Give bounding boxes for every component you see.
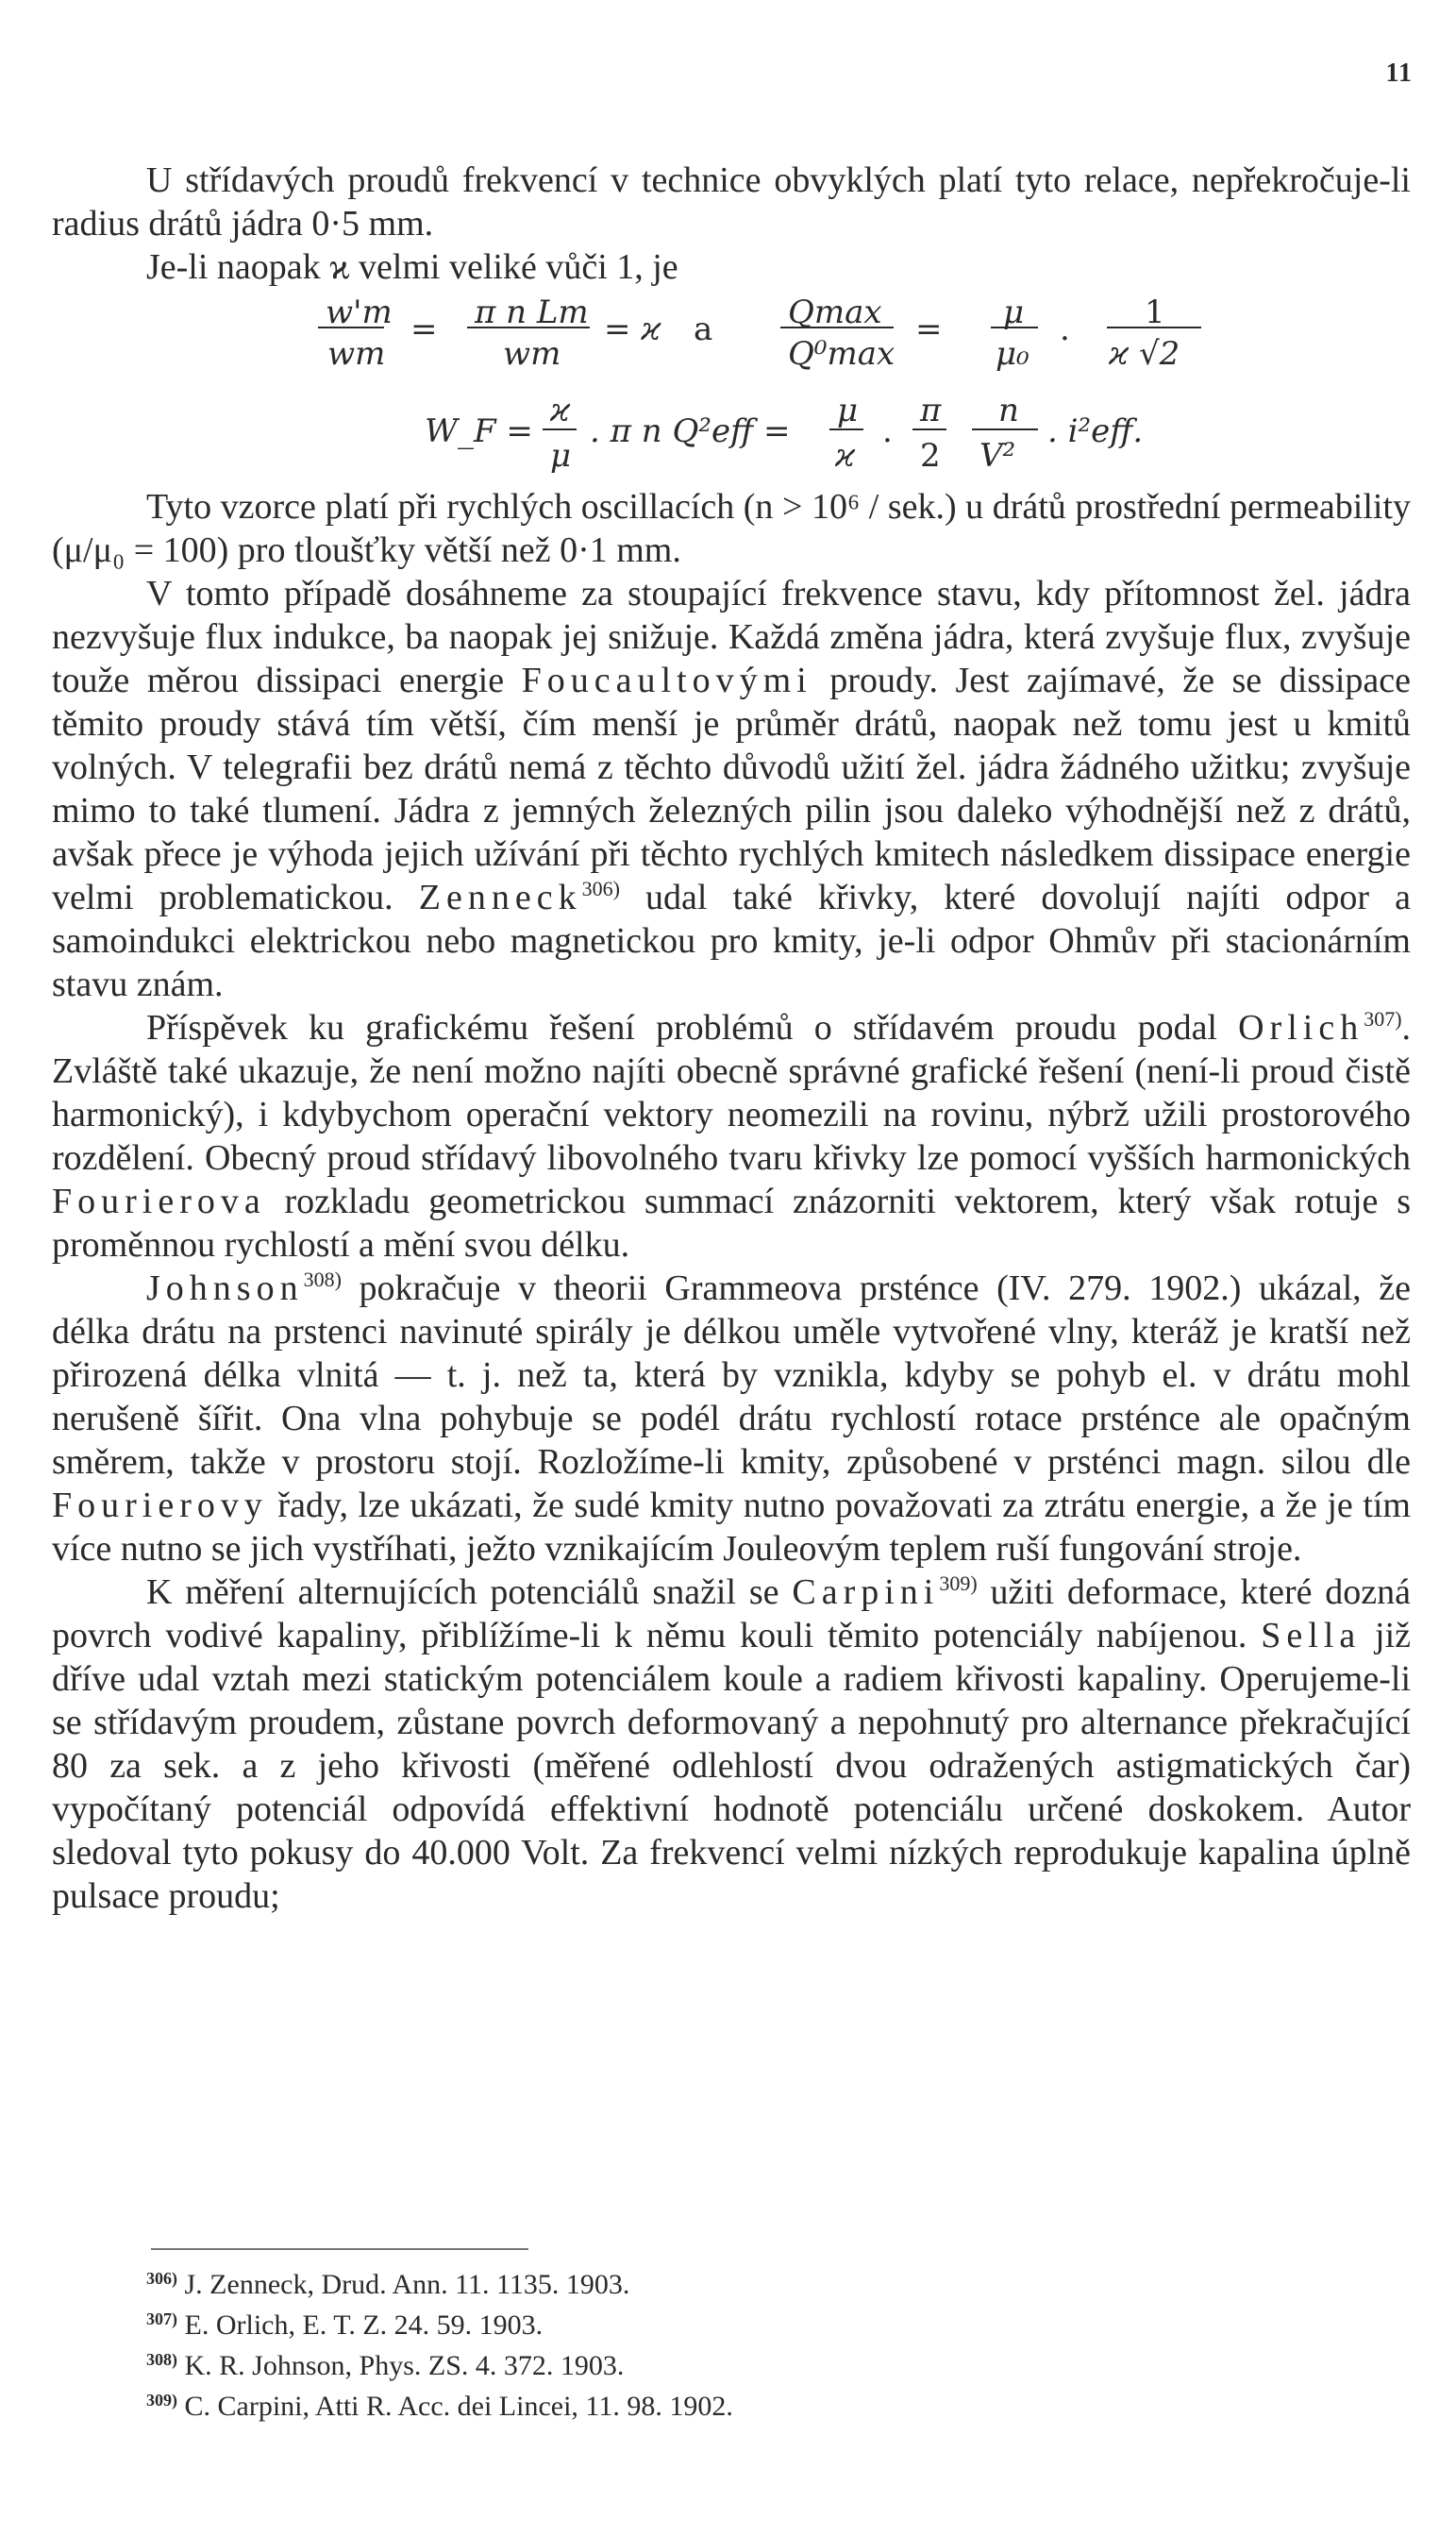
formula-power bbox=[52, 387, 1411, 485]
formula1-mid-den: wm bbox=[503, 335, 561, 373]
fraction-line bbox=[1107, 327, 1201, 328]
fraction-line bbox=[991, 327, 1038, 328]
formula2-kappa-num: ϰ bbox=[550, 392, 571, 429]
footnote-text: J. Zenneck, Drud. Ann. 11. 1135. 1903. bbox=[184, 2269, 630, 2300]
ref-309: 309) bbox=[939, 1571, 978, 1595]
fraction-line bbox=[543, 428, 577, 430]
formula2-kappa-den: ϰ bbox=[835, 437, 856, 475]
fraction-line bbox=[318, 327, 384, 328]
formula2-tail: . i²eff. bbox=[1047, 412, 1144, 450]
fraction-line bbox=[829, 428, 863, 430]
formula1-one: 1 bbox=[1145, 294, 1165, 331]
footnote-306 bbox=[146, 2261, 1279, 2302]
text-run: rozkladu geometrickou summací znázorniti vektorem, který však rotuje s proměnnou rychlostí a mění svou délku. bbox=[52, 1182, 1411, 1265]
equals-sign: = bbox=[410, 311, 438, 348]
footnote-text: E. Orlich, E. T. Z. 24. 59. 1903. bbox=[184, 2309, 544, 2341]
formula1-q-den: Q⁰max bbox=[788, 335, 895, 373]
formula1-mu-den: μ₀ bbox=[996, 335, 1029, 373]
text-run: Příspěvek ku grafickému řešení problémů o střídavém proudu podal bbox=[146, 1008, 1217, 1048]
text-run: řady, lze ukázati, že sudé kmity nutno považovati za ztrátu energie, a že je tím více nutno se jich vystříhati, ježto vznikajícím Jouleovým teplem ruší fungování stroje. bbox=[52, 1486, 1411, 1569]
paragraph-oscillations: Tyto vzorce platí při rychlých oscillacích (n > 10⁶ / sek.) u drátů prostřední permeability (μ/μ₀ = 100) pro tloušťky větší než 0·1 mm. bbox=[52, 487, 1411, 570]
dot-operator: . bbox=[1060, 311, 1070, 348]
fraction-line bbox=[467, 327, 590, 328]
footnote-307 bbox=[146, 2302, 1279, 2343]
name-fourierovy: Fourierovy bbox=[52, 1486, 268, 1525]
formula1-eq-kappa: = ϰ bbox=[604, 311, 661, 348]
text-run: užiti deformace, které dozná povrch vodivé kapaliny, přiblížíme-li k němu kouli těmito potenciály nabíjenou. bbox=[52, 1572, 1412, 1655]
paragraph-kappa-large: Je-li naopak ϰ velmi veliké vůči 1, je bbox=[146, 247, 678, 287]
formula1-mid-num: π n Lm bbox=[475, 294, 589, 331]
paragraph-graphical: Příspěvek ku grafickému řešení problémů o střídavém proudu podal Orlich$^{307)}$. Zvláště také ukazuje, že není možno najíti obecně správné grafické řešení (není-li proud čistě harmonický), i kdybychom operační vektory neomezili na rovinu, nýbrž užili prostorového rozdělení. Obecný proud střídavý libovolného tvaru křivky lze pomocí vyšších harmonických Fourierova rozkladu geometrickou summací znázorniti vektorem, který však rotuje s proměnnou rychlostí a mění svou délku. bbox=[52, 1007, 1412, 1265]
text-run: pokračuje v theorii Grammeova prsténce (IV. 279. 1902.) ukázal, že délka drátu na prstenci navinuté spirály je délkou uměle vytvořené vlny, kteráž je kratší než přirozená délka vlnitá — t. j. než ta, která by vznikla, kdyby se pohyb el. v drátu mohl nerušeně šířit. Ona vlna pohybuje se podél drátu rychlostí rotace prsténce ale opačným směrem, takže v prostoru stojí. Rozložíme-li kmity, způsobené v prsténci magn. silou dle bbox=[52, 1268, 1412, 1482]
ref-308: 308) bbox=[303, 1268, 342, 1291]
formula2-mu-num: μ bbox=[837, 392, 859, 429]
ref-306: 306) bbox=[581, 877, 620, 900]
footnote-text: K. R. Johnson, Phys. ZS. 4. 372. 1903. bbox=[184, 2350, 625, 2381]
paragraph-iron-core bbox=[52, 572, 1411, 1006]
text-run: Zvláště také ukazuje, že není možno najíti obecně správné grafické řešení (není-li proud čistě harmonický), i kdybychom operační vektory neomezili na rovinu, nýbrž užili prostorového rozdělení. Obecný proud střídavý libovolného tvaru křivky lze pomocí vyšších harmonických bbox=[52, 1051, 1411, 1178]
text-run: již dříve udal vztah mezi statickým potenciálem koule a radiem křivosti kapaliny. Operujeme-li se střídavým proudem, zůstane povrch deformovaný a nepohnutý pro alternance překračující 80 za sek. a z jeho křivosti (měřené odlehlostí dvou odražených astigmatických čar) vypočítaný potenciál odpovídá effektivní hodnotě potenciálu určené doskokem. Autor sledoval tyto pokusy do 40.000 Volt. Za frekvencí velmi nízkých reprodukuje kapalina úplně pulsace proudu; bbox=[52, 1616, 1412, 1916]
paragraph-johnson bbox=[52, 1267, 1411, 1570]
equals-sign: = bbox=[915, 311, 943, 348]
ref-307: 307) bbox=[1364, 1007, 1402, 1031]
name-sella: Sella bbox=[1261, 1616, 1362, 1655]
name-fourierova: Fourierova bbox=[52, 1182, 266, 1221]
name-carpini: Carpini bbox=[792, 1572, 940, 1612]
text-run: proudy. Jest zajímavé, že se dissipace těmito proudy stává tím větší, čím menší je průměr drátů, naopak než tomu jest u kmitů volných. V telegrafii bez drátů nemá z těchto důvodů užití žel. jádra žádného užitku; zvyšuje mimo to také tlumení. Jádra z jemných železných pilin jsou daleko výhodnější než z drátů, avšak přece je výhoda jejich užívání při těchto rychlých kmitech následkem dissipace energie velmi problematickou. bbox=[52, 661, 1411, 917]
footnotes bbox=[146, 2261, 1279, 2424]
formula1-mu-num: μ bbox=[1003, 294, 1025, 331]
formula2-n: n bbox=[998, 392, 1019, 429]
footnote-text: C. Carpini, Atti R. Acc. dei Lincei, 11. 98. 1902. bbox=[184, 2391, 733, 2422]
body-text bbox=[52, 159, 1411, 1918]
text-run: udal také křivky, které dovolují najíti odpor a samoindukci elektrickou nebo magnetickou pro kmity, je-li odpor Ohmův při stacionárním stavu znám. bbox=[52, 878, 1412, 1004]
footnote-mark: 308) bbox=[146, 2350, 177, 2369]
formula1-lhs-den: wm bbox=[327, 335, 386, 373]
fraction-line bbox=[972, 428, 1038, 430]
formula1-kappa-root: ϰ √2 bbox=[1109, 335, 1180, 373]
formula2-two: 2 bbox=[920, 437, 941, 475]
footnote-divider bbox=[151, 2248, 528, 2250]
footnote-mark: 306) bbox=[146, 2269, 177, 2288]
formula1-lhs-num: w'm bbox=[326, 294, 393, 331]
fraction-line bbox=[780, 327, 894, 328]
formula2-pi: π bbox=[920, 392, 942, 429]
name-orlich: Orlich bbox=[1238, 1008, 1364, 1048]
formula1-conj: a bbox=[694, 311, 713, 348]
formula-ratio bbox=[52, 289, 1411, 387]
footnote-mark: 307) bbox=[146, 2309, 177, 2328]
text-run: K měření alternujících potenciálů snažil se bbox=[146, 1572, 779, 1612]
page-number: 11 bbox=[1385, 59, 1413, 88]
formula1-q-num: Qmax bbox=[788, 294, 882, 331]
name-zenneck: Zenneck bbox=[418, 878, 582, 917]
footnote-308 bbox=[146, 2343, 1279, 2383]
formula2-lhs: W_F = bbox=[425, 412, 533, 450]
formula2-v2: V² bbox=[979, 437, 1016, 475]
paragraph-carpini bbox=[52, 1570, 1411, 1918]
fraction-line bbox=[912, 428, 946, 430]
dot-operator: . bbox=[882, 412, 893, 450]
footnote-309 bbox=[146, 2383, 1279, 2424]
text-run: V tomto případě dosáhneme za stoupající frekvence stavu, kdy přítomnost žel. jádra nezvyšuje flux indukce, ba naopak jej snižuje. Každá změna jádra, která zvyšuje flux, zvyšuje touže měrou dissipaci energie bbox=[52, 574, 1411, 700]
formula2-mu-den: μ bbox=[550, 437, 572, 475]
name-foucault: Foucaultovými bbox=[521, 661, 812, 700]
footnote-mark: 309) bbox=[146, 2391, 177, 2410]
formula2-middle: . π n Q²eff = bbox=[590, 412, 791, 450]
paragraph-intro: U střídavých proudů frekvencí v technice obvyklých platí tyto relace, nepřekročuje-li radius drátů jádra 0·5 mm. bbox=[52, 160, 1411, 244]
name-johnson: Johnson bbox=[146, 1268, 304, 1308]
